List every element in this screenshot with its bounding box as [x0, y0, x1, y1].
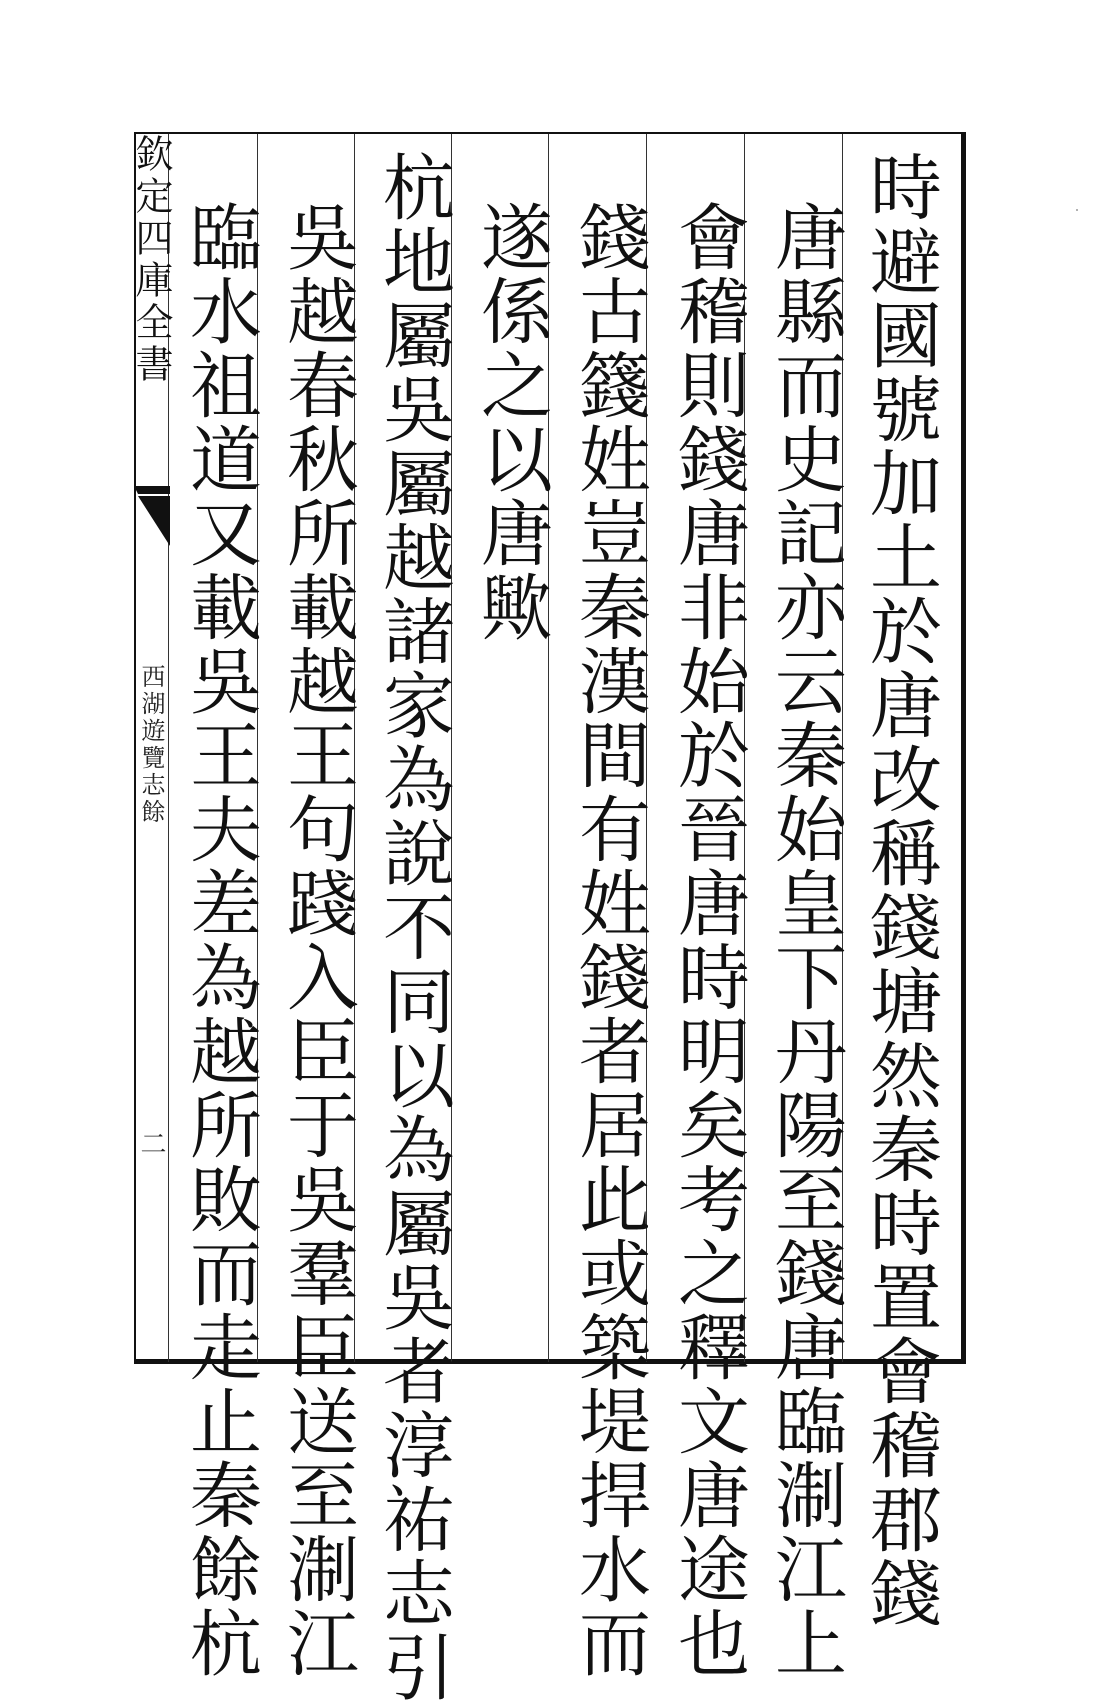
text-column-8: 臨水祖道又載吳王夫差為越所敗而走止秦餘杭: [178, 200, 262, 1680]
page-number: 二: [136, 1130, 166, 1156]
text-column-6: 杭地屬吳屬越諸家為說不同以為屬吳者淳祐志引: [371, 150, 455, 1704]
text-column-3: 會稽則錢唐非始於晉唐時明矣考之釋文唐途也: [666, 200, 750, 1680]
scan-speck: [1076, 209, 1078, 211]
text-column-4: 錢古籛姓豈秦漢間有姓錢者居此或築堤捍水而: [567, 200, 651, 1680]
section-title: 西湖遊覽志餘: [137, 664, 165, 826]
text-column-5: 遂係之以唐歟: [469, 200, 553, 644]
text-column-2: 唐縣而史記亦云秦始皇下丹陽至錢唐臨淛江上: [763, 200, 847, 1680]
text-column-7: 吳越春秋所載越王句踐入臣于吳羣臣送至淛江: [275, 200, 359, 1680]
text-column-1: 時避國號加土於唐改稱錢塘然秦時置會稽郡錢: [858, 150, 942, 1630]
fish-tail-mark-icon: [134, 486, 170, 546]
book-title: 欽定四庫全書: [129, 134, 173, 386]
